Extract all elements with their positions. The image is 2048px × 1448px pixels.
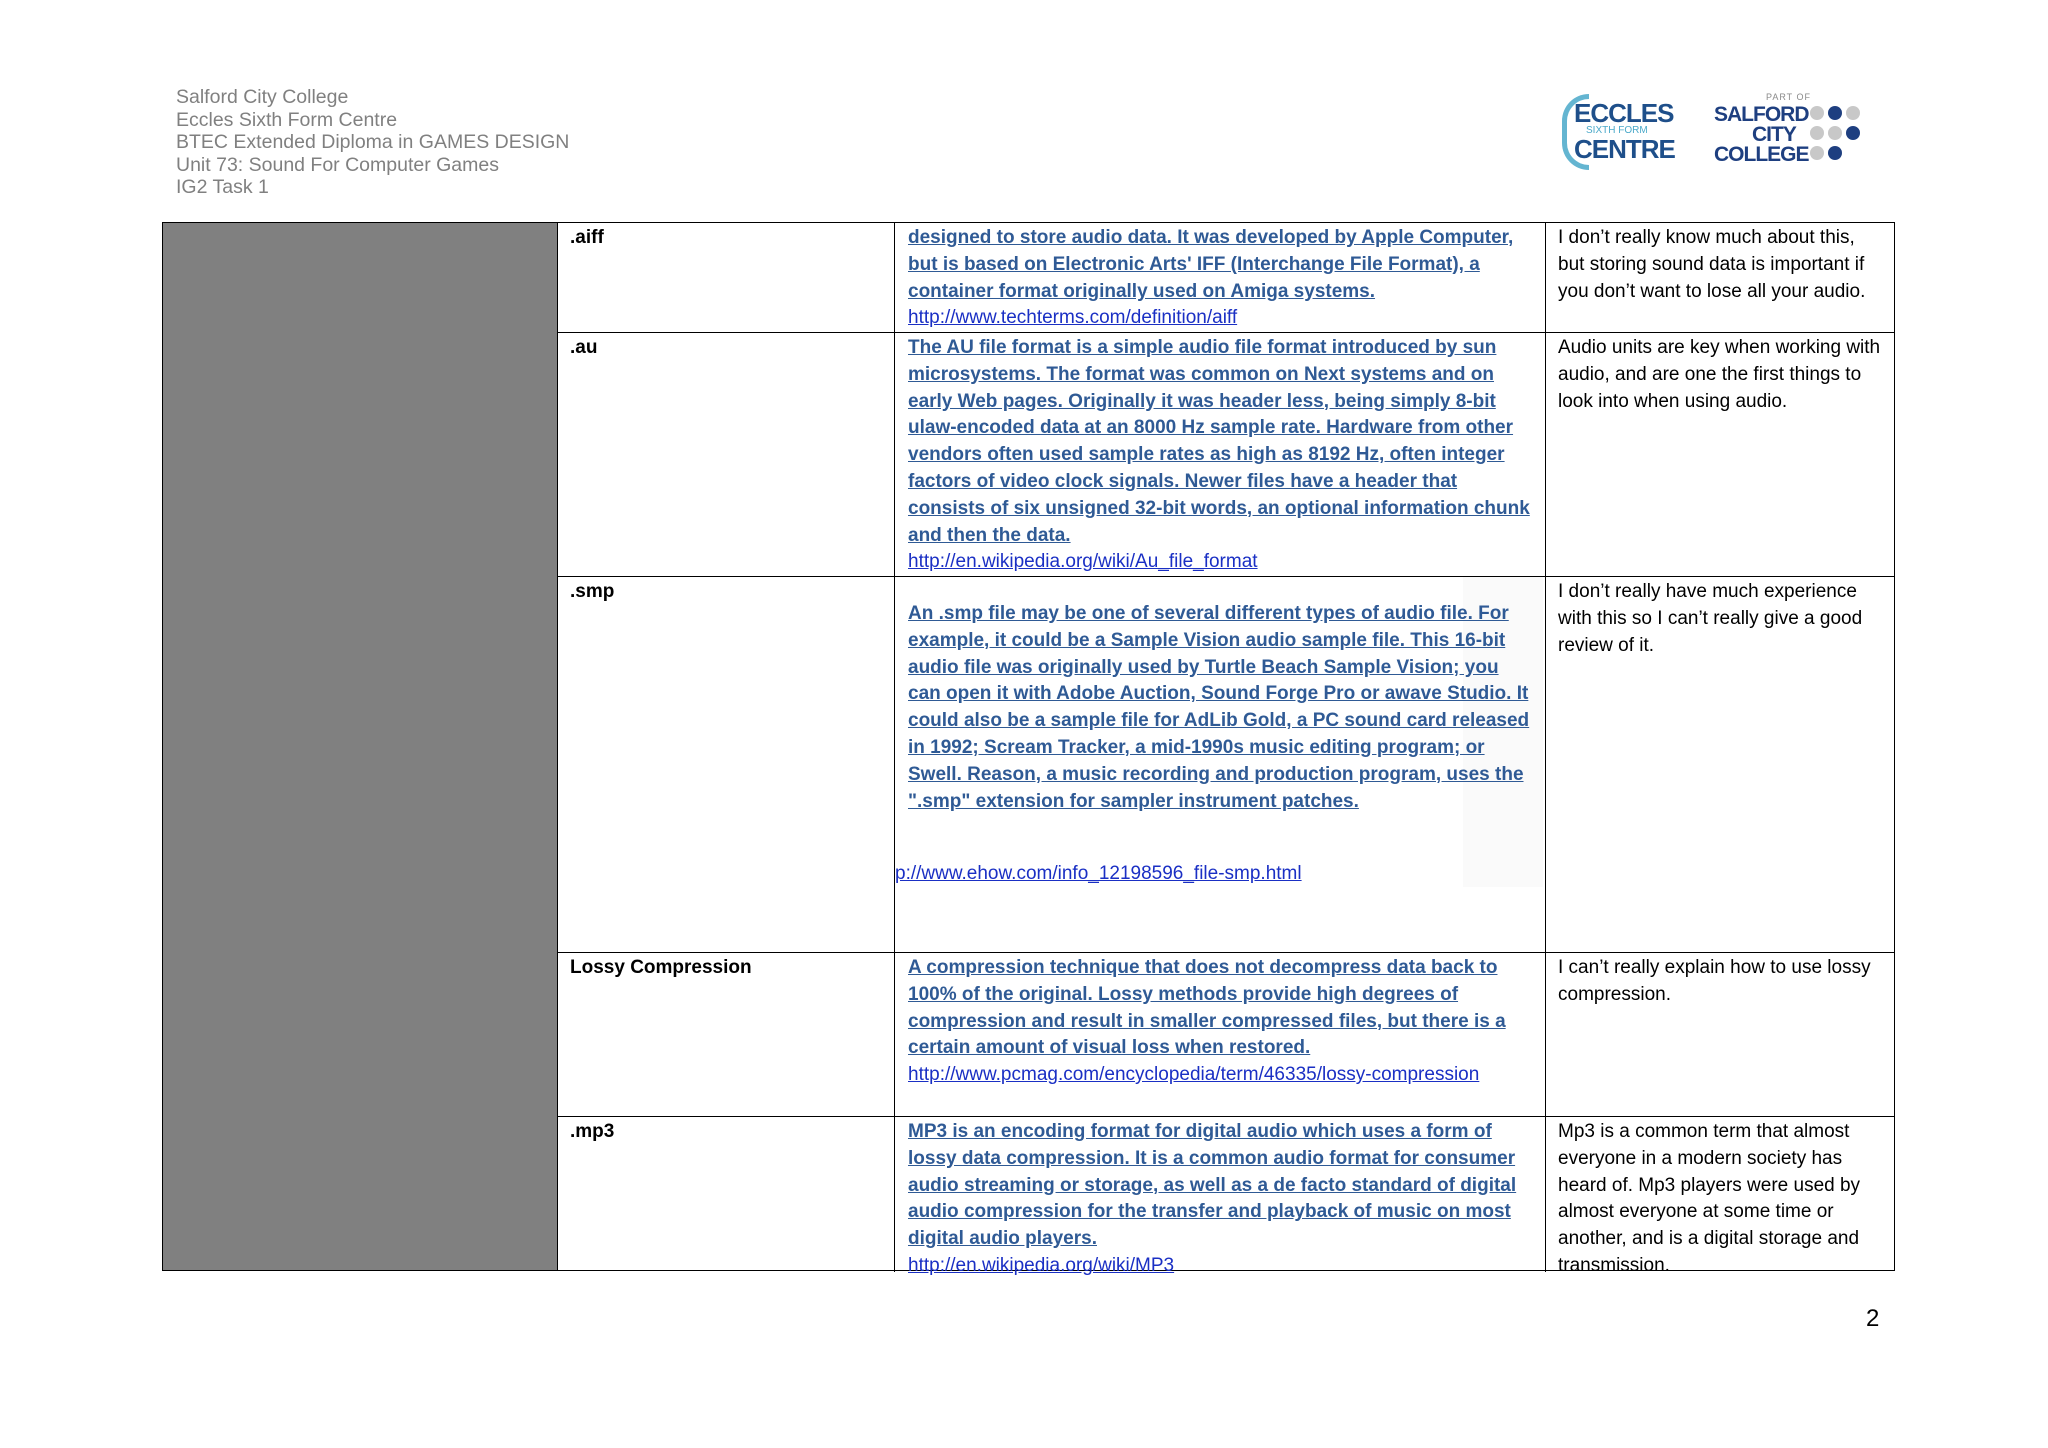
definition-text: MP3 is an encoding format for digital audio which uses a form of lossy data compression. It is a common audio format for consumer audio streaming or storage, as well as a de facto standard of digital audio compression for the transfer and playback of music on most digital audio players.: [908, 1121, 1517, 1250]
table-row: [558, 223, 1894, 333]
definition-cell: [895, 577, 1546, 952]
definition-cell: [895, 1117, 1546, 1276]
comment-cell: I can’t really explain how to use lossy compression.: [1558, 957, 1871, 1005]
source-link[interactable]: http://www.pcmag.com/encyclopedia/term/46335/lossy-compression: [908, 1064, 1480, 1086]
definition-text: An .smp file may be one of several different types of audio file. For example, it could be a Sample Vision audio sample file. This 16-bit audio file was originally used by Turtle Beach Sample Vision; you can open it with Adobe Auction, Sound Forge Pro or awave Studio. It could also be a sample file for AdLib Gold, a PC sound card released in 1992; Scream Tracker, a mid-1990s music editing program; or Swell. Reason, a music recording and production program, uses the ".smp" extension for sampler instrument patches.: [908, 603, 1530, 812]
definition-cell: [895, 953, 1546, 1116]
logo-salford-word: SALFORD: [1714, 103, 1809, 126]
logo-part-of: PART OF: [1766, 92, 1812, 102]
header-college: Salford City College: [176, 86, 349, 108]
source-link[interactable]: p://www.ehow.com/info_12198596_file-smp.html: [895, 863, 1302, 884]
header-centre: Eccles Sixth Form Centre: [176, 108, 398, 131]
definitions-table: [162, 222, 1895, 1276]
definition-text: A compression technique that does not decompress data back to 100% of the original. Lossy methods provide high degrees of compression and result in smaller compressed files, but there is a certain amount of visual loss when restored.: [908, 957, 1506, 1059]
header-logos: [1560, 90, 1880, 170]
eccles-logo-subword: SIXTH FORM: [1586, 125, 1648, 136]
header-task: IG2 Task 1: [176, 176, 269, 198]
source-link[interactable]: http://en.wikipedia.org/wiki/Au_file_format: [908, 551, 1258, 573]
definition-text: designed to store audio data. It was developed by Apple Computer, but is based on Electronic Arts' IFF (Interchange File Format), a container format originally used on Amiga systems.: [908, 227, 1514, 302]
comment-cell: Mp3 is a common term that almost everyone in a modern society has heard of. Mp3 players were used by almost everyone at some time or another, and is a digital storage and transmission.: [1558, 1121, 1861, 1276]
logo-dots-icon: [1810, 106, 1876, 166]
logo-city-word: CITY: [1752, 123, 1796, 146]
definition-text: The AU file format is a simple audio file format introduced by sun microsystems. The format was common on Next systems and on early Web pages. Originally it was header less, being simply 8-bit ulaw-encoded data at an 8000 Hz sample rate. Hardware from other vendors often used sample rates as high as 8192 Hz, often integer factors of video clock signals. Newer files have a header that consists of six unsigned 32-bit words, an optional information chunk and then the data.: [908, 337, 1530, 546]
comment-cell: Audio units are key when working with audio, and are one the first things to look into when using audio.: [1558, 337, 1881, 412]
definition-cell: [895, 223, 1546, 332]
source-link[interactable]: http://en.wikipedia.org/wiki/MP3: [908, 1254, 1175, 1276]
table-row: [558, 577, 1894, 953]
comment-cell: I don’t really have much experience with this so I can’t really give a good review of it.: [1558, 581, 1863, 656]
document-header: [176, 86, 569, 199]
table-row: [558, 333, 1894, 577]
term-cell: .au: [558, 333, 895, 576]
comment-cell: I don’t really know much about this, but storing sound data is important if you don’t want to lose all your audio.: [1558, 227, 1866, 302]
definition-cell: [895, 333, 1546, 576]
header-course: BTEC Extended Diploma in GAMES DESIGN: [176, 131, 570, 153]
table-gray-column: [163, 223, 558, 1270]
eccles-centre-logo: [1560, 94, 1675, 170]
source-link[interactable]: http://www.techterms.com/definition/aiff: [908, 307, 1238, 329]
logo-college-word: COLLEGE: [1714, 143, 1809, 166]
salford-city-college-logo: [1712, 90, 1882, 170]
term-cell: .aiff: [558, 223, 895, 332]
table-row: [558, 953, 1894, 1117]
term-cell: .mp3: [558, 1117, 895, 1272]
term-cell: .smp: [558, 577, 895, 952]
term-cell: Lossy Compression: [558, 953, 895, 1116]
table-row: [558, 1117, 1894, 1276]
header-unit: Unit 73: Sound For Computer Games: [176, 153, 499, 176]
page-number: 2: [1866, 1305, 1880, 1332]
eccles-logo-word: ECCLES: [1574, 98, 1674, 128]
eccles-logo-word-2: CENTRE: [1574, 134, 1675, 164]
